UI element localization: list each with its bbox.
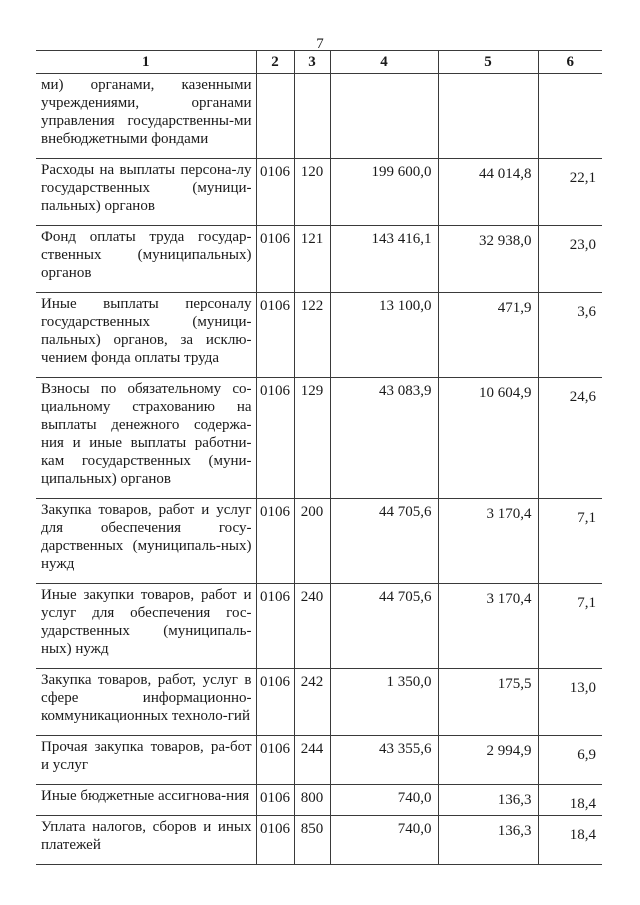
row-code: 120	[294, 159, 330, 226]
table-row	[36, 816, 602, 865]
row-fact: 2 994,9	[438, 736, 538, 785]
row-fact: 175,5	[438, 669, 538, 736]
row-section: 0106	[256, 378, 294, 499]
row-name: Иные выплаты персоналу государственных (муници-пальных) органов, за исклю-чением фонда оплаты труда	[36, 293, 256, 378]
table-row	[36, 499, 602, 584]
budget-table	[36, 50, 602, 865]
row-name: Фонд оплаты труда государ-ственных (муниципальных) органов	[36, 226, 256, 293]
header-col-4: 4	[330, 51, 438, 74]
row-plan: 44 705,6	[330, 584, 438, 669]
row-fact: 471,9	[438, 293, 538, 378]
row-fact: 32 938,0	[438, 226, 538, 293]
table-row	[36, 226, 602, 293]
row-fact: 10 604,9	[438, 378, 538, 499]
row-code: 244	[294, 736, 330, 785]
row-plan: 43 355,6	[330, 736, 438, 785]
header-col-6: 6	[538, 51, 602, 74]
row-plan: 199 600,0	[330, 159, 438, 226]
row-section: 0106	[256, 736, 294, 785]
row-plan	[330, 74, 438, 159]
table-header-row	[36, 51, 602, 74]
row-percent: 7,1	[538, 584, 602, 669]
row-code: 121	[294, 226, 330, 293]
row-fact: 136,3	[438, 785, 538, 816]
table-row	[36, 293, 602, 378]
row-name: Прочая закупка товаров, ра-бот и услуг	[36, 736, 256, 785]
row-code: 122	[294, 293, 330, 378]
row-name: Закупка товаров, работ, услуг в сфере информационно-коммуникационных техноло-гий	[36, 669, 256, 736]
row-section: 0106	[256, 669, 294, 736]
row-fact: 44 014,8	[438, 159, 538, 226]
row-percent	[538, 74, 602, 159]
row-plan: 740,0	[330, 785, 438, 816]
table-row	[36, 584, 602, 669]
table-row	[36, 159, 602, 226]
row-fact: 136,3	[438, 816, 538, 865]
header-col-1: 1	[36, 51, 256, 74]
row-plan: 13 100,0	[330, 293, 438, 378]
table-row	[36, 74, 602, 159]
row-plan: 44 705,6	[330, 499, 438, 584]
row-section: 0106	[256, 816, 294, 865]
row-percent: 6,9	[538, 736, 602, 785]
row-code: 200	[294, 499, 330, 584]
row-plan: 43 083,9	[330, 378, 438, 499]
row-section: 0106	[256, 785, 294, 816]
row-plan: 1 350,0	[330, 669, 438, 736]
header-col-3: 3	[294, 51, 330, 74]
row-code: 240	[294, 584, 330, 669]
row-name: Взносы по обязательному со-циальному страхованию на выплаты денежного содержа-ния и иные выплаты работни-кам государственных (муни-ципальных) органов	[36, 378, 256, 499]
row-percent: 3,6	[538, 293, 602, 378]
row-percent: 22,1	[538, 159, 602, 226]
row-section: 0106	[256, 499, 294, 584]
page-number: 7	[316, 36, 324, 52]
row-name: Расходы на выплаты персона-лу государственных (муници-пальных) органов	[36, 159, 256, 226]
table-row	[36, 669, 602, 736]
row-percent: 13,0	[538, 669, 602, 736]
row-fact	[438, 74, 538, 159]
row-fact: 3 170,4	[438, 584, 538, 669]
row-code: 129	[294, 378, 330, 499]
row-percent: 23,0	[538, 226, 602, 293]
row-section: 0106	[256, 293, 294, 378]
header-col-5: 5	[438, 51, 538, 74]
row-name: Иные бюджетные ассигнова-ния	[36, 785, 256, 816]
table-row	[36, 378, 602, 499]
row-plan: 143 416,1	[330, 226, 438, 293]
row-section	[256, 74, 294, 159]
table-row	[36, 736, 602, 785]
row-code: 242	[294, 669, 330, 736]
row-percent: 18,4	[538, 816, 602, 865]
row-section: 0106	[256, 159, 294, 226]
row-section: 0106	[256, 226, 294, 293]
row-percent: 18,4	[538, 785, 602, 816]
row-percent: 24,6	[538, 378, 602, 499]
row-name: ми) органами, казенными учреждениями, органами управления государственны-ми внебюджетными фондами	[36, 74, 256, 159]
row-code: 850	[294, 816, 330, 865]
row-fact: 3 170,4	[438, 499, 538, 584]
row-name: Закупка товаров, работ и услуг для обеспечения госу-дарственных (муниципаль-ных) нужд	[36, 499, 256, 584]
table-row	[36, 785, 602, 816]
header-col-2: 2	[256, 51, 294, 74]
row-percent: 7,1	[538, 499, 602, 584]
row-code	[294, 74, 330, 159]
row-name: Уплата налогов, сборов и иных платежей	[36, 816, 256, 865]
row-name: Иные закупки товаров, работ и услуг для обеспечения гос-ударственных (муниципаль-ных) нужд	[36, 584, 256, 669]
row-section: 0106	[256, 584, 294, 669]
row-plan: 740,0	[330, 816, 438, 865]
row-code: 800	[294, 785, 330, 816]
